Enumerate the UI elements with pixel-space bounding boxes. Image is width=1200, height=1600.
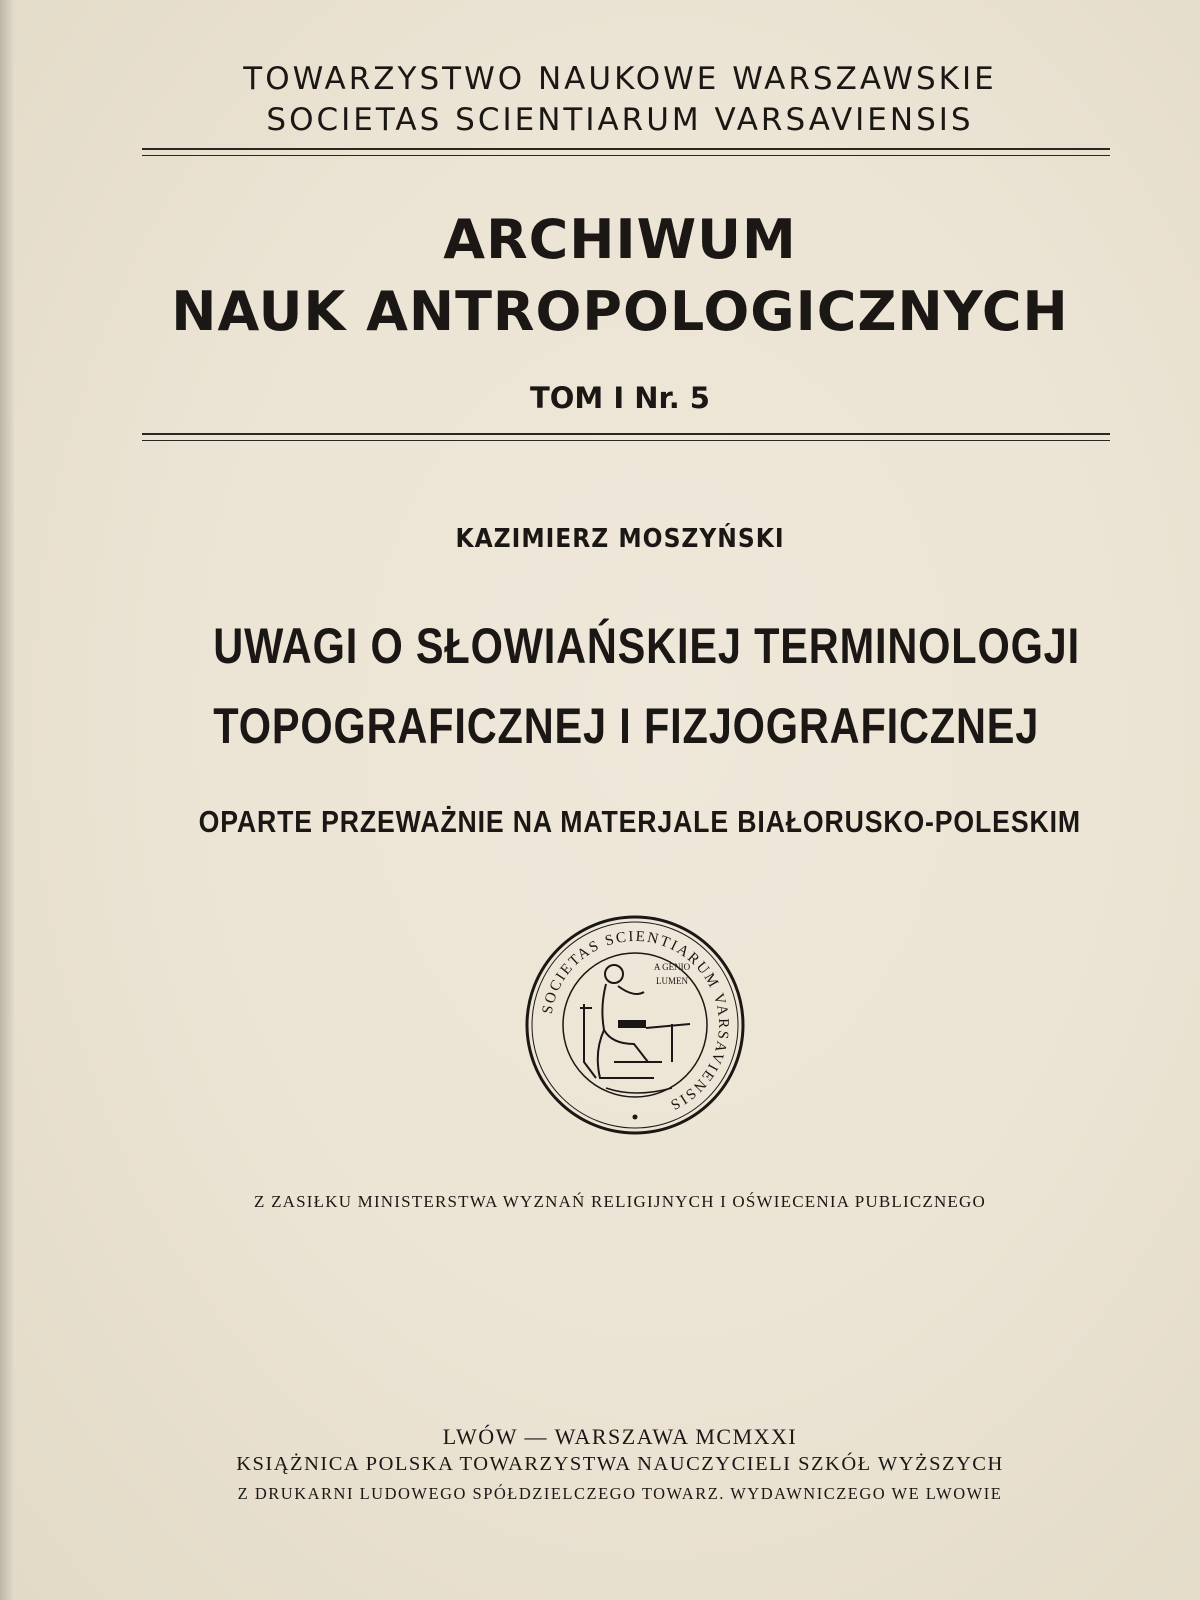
seal-ring-text: SOCIETAS SCIENTIARUM VARSAVIENSIS (539, 928, 732, 1114)
imprint-place-year: LWÓW — WARSZAWA MCMXXI (442, 1424, 798, 1449)
grant-notice: Z ZASIŁKU MINISTERSTWA WYZNAŃ RELIGIJNYCH I OŚWIECENIA PUBLICZNEGO (254, 1192, 986, 1211)
seal-motto-line1: A GENIO (653, 962, 691, 972)
work-title-line2: TOPOGRAFICZNEJ I FIZJOGRAFICZNEJ (213, 698, 1040, 754)
seal-motto-line2: LUMEN (656, 976, 688, 986)
work-subtitle: OPARTE PRZEWAŻNIE NA MATERJALE BIAŁORUSKO-POLESKIM (198, 804, 1081, 839)
author-name: KAZIMIERZ MOSZYŃSKI (455, 524, 785, 554)
work-title-line1: UWAGI O SŁOWIAŃSKIEJ TERMINOLOGJI (213, 618, 1080, 674)
journal-title-line1: ARCHIWUM (443, 208, 797, 271)
journal-title-line2: NAUK ANTROPOLOGICZNYCH (171, 280, 1069, 343)
society-name-latin: SOCIETAS SCIENTIARUM VARSAVIENSIS (266, 102, 974, 138)
imprint-printer: Z DRUKARNI LUDOWEGO SPÓŁDZIELCZEGO TOWARZ. WYDAWNICZEGO WE LWOWIE (237, 1484, 1003, 1503)
seal-emblem-icon (522, 912, 748, 1138)
journal-divider (142, 433, 1110, 441)
society-seal (522, 912, 748, 1138)
society-name-polish: TOWARZYSTWO NAUKOWE WARSZAWSKIE (243, 61, 997, 97)
page-edge-shadow (0, 0, 14, 1600)
volume-number: TOM I Nr. 5 (529, 381, 710, 415)
header-divider (142, 148, 1110, 156)
imprint-publisher: KSIĄŻNICA POLSKA TOWARZYSTWA NAUCZYCIELI SZKÓŁ WYŻSZYCH (236, 1453, 1004, 1475)
